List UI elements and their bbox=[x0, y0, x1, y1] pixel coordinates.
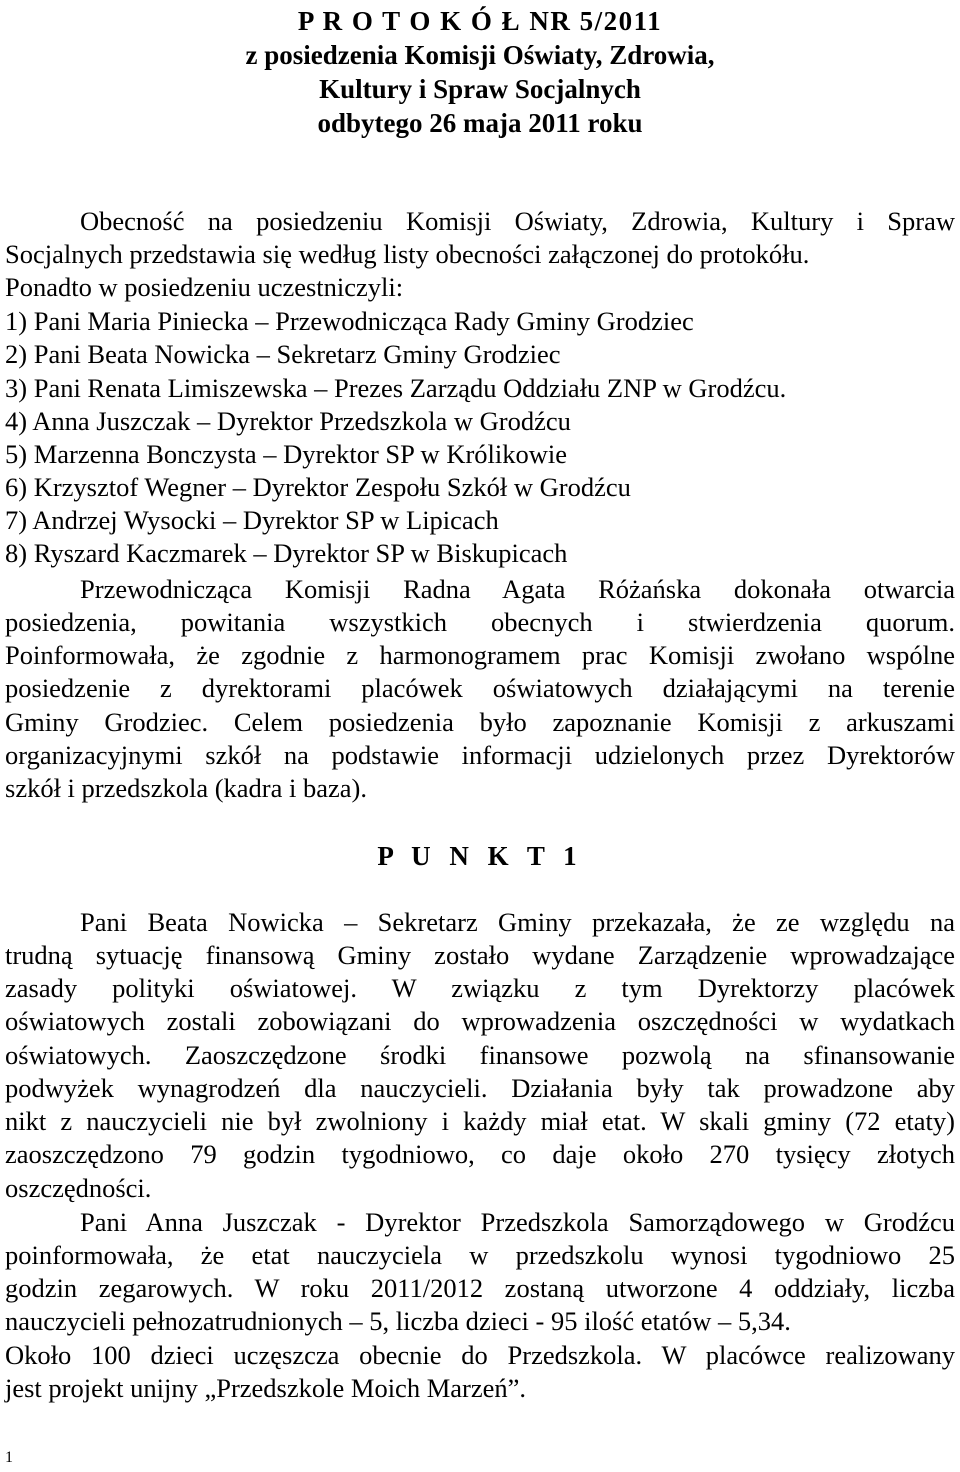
opening-line: Poinformowała, że zgodnie z harmonogramem prac Komisji zwołano wspólne bbox=[5, 640, 955, 670]
point1-line: nauczycieli pełnozatrudnionych – 5, liczba dzieci - 95 ilość etatów – 5,34. bbox=[5, 1306, 791, 1336]
point1-line: podwyżek wynagrodzeń dla nauczycieli. Działania były tak prowadzone aby bbox=[5, 1073, 955, 1103]
point1-line: Pani Anna Juszczak - Dyrektor Przedszkola Samorządowego w Grodźcu bbox=[80, 1207, 955, 1237]
point1-line: zasady polityki oświatowej. W związku z tym Dyrektorzy placówek bbox=[5, 973, 955, 1003]
point1-line: oszczędności. bbox=[5, 1173, 152, 1203]
page-number: 1 bbox=[5, 1449, 13, 1466]
point1-line: jest projekt unijny „Przedszkole Moich Marzeń”. bbox=[5, 1373, 527, 1403]
document-subtitle-line-3: odbytego 26 maja 2011 roku bbox=[317, 108, 643, 138]
document-subtitle-line-1: z posiedzenia Komisji Oświaty, Zdrowia, bbox=[245, 40, 715, 70]
point1-line: nikt z nauczycieli nie był zwolniony i każdy miał etat. W skali gminy (72 etaty) bbox=[5, 1106, 955, 1136]
point1-line: zaoszczędzono 79 godzin tygodniowo, co daje około 270 tysięcy złotych bbox=[5, 1139, 955, 1169]
opening-line: Przewodnicząca Komisji Radna Agata Różańska dokonała otwarcia bbox=[80, 574, 955, 604]
point1-line: trudną sytuację finansową Gminy zostało wydane Zarządzenie wprowadzające bbox=[5, 940, 955, 970]
document-title: P R O T O K Ó Ł NR 5/2011 bbox=[297, 6, 663, 36]
section-heading: P U N K T 1 bbox=[377, 841, 583, 871]
point1-line: oświatowych. Zaoszczędzone środki finansowe pozwolą na sfinansowanie bbox=[5, 1040, 955, 1070]
participant-item: 8) Ryszard Kaczmarek – Dyrektor SP w Biskupicach bbox=[5, 538, 568, 568]
intro-line: Socjalnych przedstawia się według listy obecności załączonej do protokółu. bbox=[5, 239, 810, 269]
participant-item: 7) Andrzej Wysocki – Dyrektor SP w Lipicach bbox=[5, 505, 499, 535]
participant-item: 5) Marzenna Bonczysta – Dyrektor SP w Królikowie bbox=[5, 439, 568, 469]
opening-line: organizacyjnymi szkół na podstawie informacji udzielonych przez Dyrektorów bbox=[5, 740, 955, 770]
participant-item: 4) Anna Juszczak – Dyrektor Przedszkola w Grodźcu bbox=[5, 406, 571, 436]
opening-line: Gminy Grodziec. Celem posiedzenia było zapoznanie Komisji z arkuszami bbox=[5, 707, 955, 737]
opening-line: posiedzenie z dyrektorami placówek oświatowych działającymi na terenie bbox=[5, 673, 955, 703]
participant-item: 6) Krzysztof Wegner – Dyrektor Zespołu Szkół w Grodźcu bbox=[5, 472, 631, 502]
point1-line: Pani Beata Nowicka – Sekretarz Gminy przekazała, że ze względu na bbox=[80, 907, 955, 937]
opening-line: posiedzenia, powitania wszystkich obecnych i stwierdzenia quorum. bbox=[5, 607, 955, 637]
opening-line: szkół i przedszkola (kadra i baza). bbox=[5, 773, 367, 803]
document-subtitle-line-2: Kultury i Spraw Socjalnych bbox=[319, 74, 641, 104]
intro-line: Obecność na posiedzeniu Komisji Oświaty, Zdrowia, Kultury i Spraw bbox=[80, 206, 955, 236]
intro-line: Ponadto w posiedzeniu uczestniczyli: bbox=[5, 272, 404, 302]
point1-line: oświatowych zostali zobowiązani do wprowadzenia oszczędności w wydatkach bbox=[5, 1006, 955, 1036]
point1-line: godzin zegarowych. W roku 2011/2012 zostaną utworzone 4 oddziały, liczba bbox=[5, 1273, 955, 1303]
point1-line: Około 100 dzieci uczęszcza obecnie do Przedszkola. W placówce realizowany bbox=[5, 1340, 955, 1370]
point1-line: poinformowała, że etat nauczyciela w przedszkolu wynosi tygodniowo 25 bbox=[5, 1240, 955, 1270]
participant-item: 3) Pani Renata Limiszewska – Prezes Zarządu Oddziału ZNP w Grodźcu. bbox=[5, 373, 787, 403]
participant-item: 2) Pani Beata Nowicka – Sekretarz Gminy Grodziec bbox=[5, 339, 561, 369]
participant-item: 1) Pani Maria Piniecka – Przewodnicząca Rady Gminy Grodziec bbox=[5, 306, 694, 336]
